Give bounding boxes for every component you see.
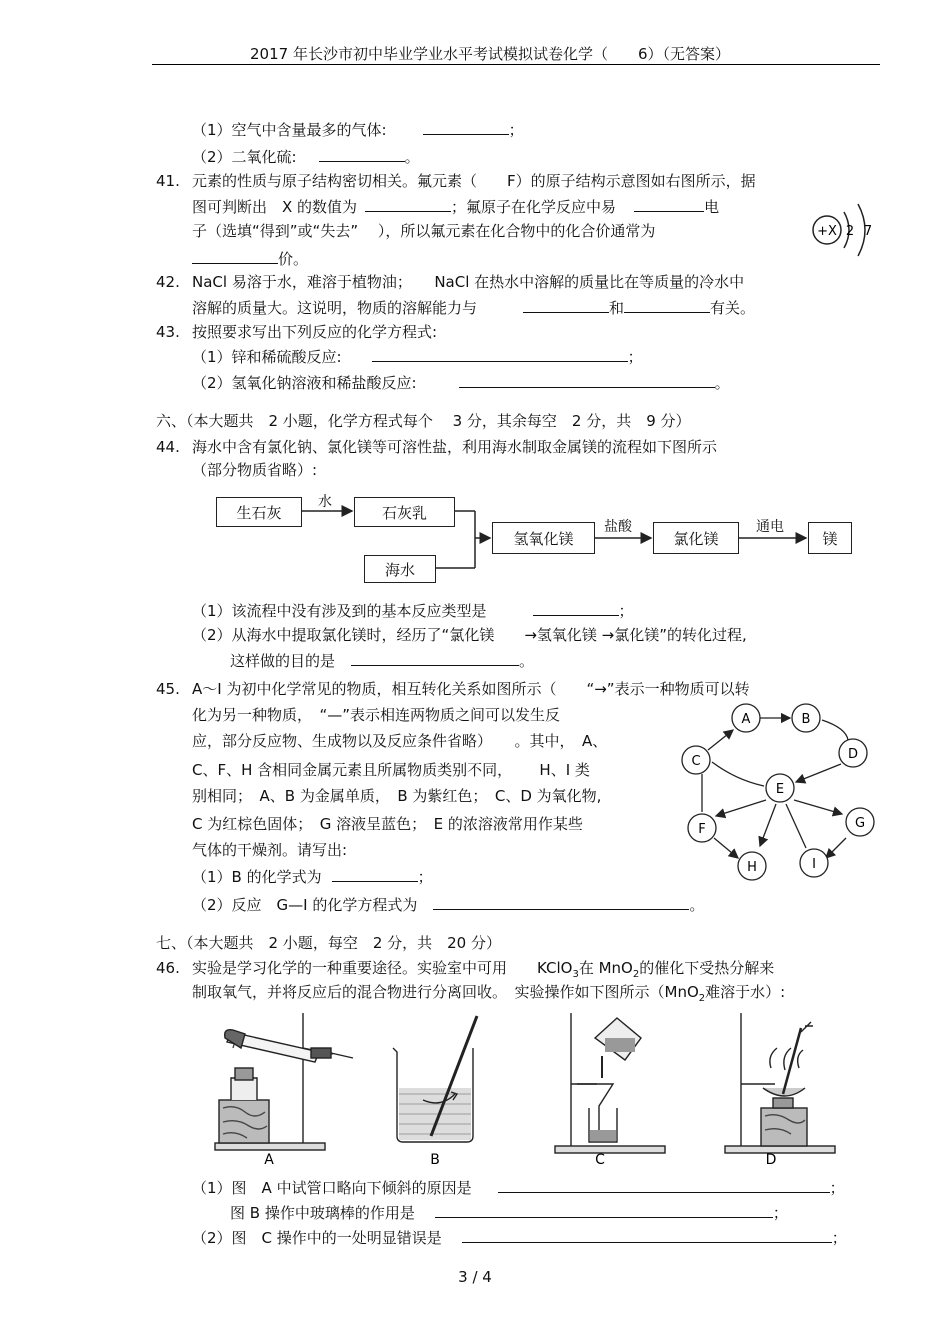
apparatus-c bbox=[555, 1013, 665, 1153]
q45-line7: 气体的干燥剂。请写出: bbox=[192, 841, 348, 859]
node-d bbox=[839, 739, 867, 767]
q45-line6: C 为红棕色固体； G 溶液呈蓝色； E 的浓溶液常用作某些 bbox=[192, 815, 583, 833]
apparatus-d bbox=[725, 1013, 835, 1153]
node-b bbox=[792, 704, 820, 732]
q46-item1: （1）图 A 中试管口略向下倾斜的原因是 ； bbox=[192, 1176, 845, 1198]
answer-blank[interactable] bbox=[523, 296, 609, 313]
flow-box-limemilk: 石灰乳 bbox=[354, 497, 455, 527]
flow-box-magnesium-chloride: 氯化镁 bbox=[653, 522, 739, 554]
q46-item2: （2）图 C 操作中的一处明显错误是 ； bbox=[192, 1226, 847, 1248]
svg-text:F: F bbox=[698, 822, 706, 837]
q41-line1: 41. 元素的性质与原子结构密切相关。氟元素（ F）的原子结构示意图如右图所示，据 bbox=[156, 172, 756, 190]
q44-line1: 44. 海水中含有氯化钠、氯化镁等可溶性盐，利用海水制取金属镁的流程如下图所示 bbox=[156, 438, 718, 456]
svg-text:B: B bbox=[801, 712, 811, 727]
figure-label-c: C bbox=[595, 1152, 605, 1168]
q43-item2: （2）氢氧化钠溶液和稀盐酸反应: 。 bbox=[192, 371, 730, 393]
answer-blank[interactable] bbox=[433, 893, 689, 910]
q40-item1: （1）空气中含量最多的气体: ； bbox=[192, 118, 524, 140]
q42-line1: 42. NaCl 易溶于水，难溶于植物油； NaCl 在热水中溶解的质量比在等质量的冷水中 bbox=[156, 273, 745, 291]
node-a bbox=[732, 704, 760, 732]
answer-blank[interactable] bbox=[462, 1226, 832, 1243]
atom-nucleus-label: +X bbox=[817, 224, 837, 239]
q44-item1: （1）该流程中没有涉及到的基本反应类型是 ； bbox=[192, 599, 634, 621]
node-i bbox=[800, 849, 828, 877]
q45-line1: 45. A～I 为初中化学常见的物质，相互转化关系如图所示（ “→”表示一种物质可以转 bbox=[156, 680, 750, 698]
figure-label-b: B bbox=[430, 1152, 440, 1168]
flow-box-magnesium: 镁 bbox=[808, 522, 852, 554]
svg-text:H: H bbox=[747, 860, 757, 875]
atom-shell2-count: 7 bbox=[863, 224, 873, 239]
flow-label-water: 水 bbox=[318, 494, 332, 510]
fluorine-atom-diagram bbox=[808, 194, 880, 264]
answer-blank[interactable] bbox=[533, 599, 619, 616]
node-g bbox=[846, 808, 874, 836]
answer-blank[interactable] bbox=[459, 371, 715, 388]
svg-text:A: A bbox=[741, 712, 751, 727]
q45-line3: 应，部分反应物、生成物以及反应条件省略） 。其中， A、 bbox=[192, 732, 608, 750]
section-7-heading: 七、（本大题共 2 小题，每空 2 分，共 20 分） bbox=[156, 934, 501, 952]
q44-line2: （部分物质省略）: bbox=[192, 461, 318, 479]
flow-box-quicklime: 生石灰 bbox=[216, 497, 302, 527]
q43-intro: 43. 按照要求写出下列反应的化学方程式: bbox=[156, 323, 438, 341]
answer-blank[interactable] bbox=[319, 145, 405, 162]
svg-text:C: C bbox=[691, 754, 701, 769]
flow-box-seawater: 海水 bbox=[364, 555, 436, 583]
answer-blank[interactable] bbox=[498, 1176, 830, 1193]
flow-box-magnesium-hydroxide: 氢氧化镁 bbox=[492, 522, 595, 554]
answer-blank[interactable] bbox=[624, 296, 710, 313]
q41-line2: 图可判断出 X 的数值为 ；氟原子在化学反应中易 电 bbox=[192, 195, 719, 217]
svg-text:D: D bbox=[847, 747, 859, 762]
answer-blank[interactable] bbox=[634, 195, 704, 212]
q41-line3: 子（选填“得到”或“失去” ），所以氟元素在化合物中的化合价通常为 bbox=[192, 222, 656, 240]
atom-shell1-count: 2 bbox=[845, 224, 855, 239]
page-number: 3 / 4 bbox=[458, 1268, 492, 1286]
q46-item1b: 图 B 操作中玻璃棒的作用是 ； bbox=[230, 1201, 788, 1223]
answer-blank[interactable] bbox=[423, 118, 509, 135]
q45-line2: 化为另一种物质， “—”表示相连两物质之间可以发生反 bbox=[192, 706, 561, 724]
apparatus-b bbox=[393, 1016, 477, 1142]
q45-item2: （2）反应 G—I 的化学方程式为 。 bbox=[192, 893, 704, 915]
node-h bbox=[738, 852, 766, 880]
header-rule bbox=[152, 64, 880, 65]
flow-label-electrolysis: 通电 bbox=[756, 519, 784, 535]
substance-relation-diagram bbox=[676, 700, 881, 885]
q44-item2: （2）从海水中提取氯化镁时，经历了“氯化镁 →氢氧化镁 →氯化镁”的转化过程, bbox=[192, 626, 747, 644]
flow-label-hcl: 盐酸 bbox=[604, 519, 632, 535]
figure-label-d: D bbox=[765, 1152, 777, 1168]
section-6-heading: 六、（本大题共 2 小题，化学方程式每个 3 分，其余每空 2 分，共 9 分） bbox=[156, 412, 691, 430]
page-header: 2017 年长沙市初中毕业学业水平考试模拟试卷化学（ 6）（无答案） bbox=[250, 45, 730, 63]
q45-line5: 别相同； A、B 为金属单质， B 为紫红色； C、D 为氧化物, bbox=[192, 787, 602, 805]
apparatus-a bbox=[215, 1013, 353, 1150]
q45-item1: （1）B 的化学式为 ； bbox=[192, 865, 433, 887]
answer-blank[interactable] bbox=[435, 1201, 773, 1218]
answer-blank[interactable] bbox=[365, 195, 451, 212]
node-f bbox=[688, 814, 716, 842]
q46-line1: 46. 实验是学习化学的一种重要途径。实验室中可用 KClO$_3$在 MnO$_2$的催化下受热分解来 bbox=[156, 959, 775, 980]
q41-line4: 价。 bbox=[192, 247, 308, 269]
svg-text:I: I bbox=[812, 857, 816, 872]
lab-apparatus-figures bbox=[205, 1008, 885, 1168]
q46-line2: 制取氧气，并将反应后的混合物进行分离回收。 实验操作如下图所示（MnO$_2$难溶于水）: bbox=[192, 983, 786, 1004]
answer-blank[interactable] bbox=[332, 865, 418, 882]
figure-label-a: A bbox=[264, 1152, 274, 1168]
svg-text:E: E bbox=[775, 782, 785, 797]
svg-text:G: G bbox=[854, 816, 866, 831]
q44-item2b: 这样做的目的是 。 bbox=[230, 649, 534, 671]
answer-blank[interactable] bbox=[192, 247, 278, 264]
node-e bbox=[766, 774, 794, 802]
node-c bbox=[682, 746, 710, 774]
answer-blank[interactable] bbox=[372, 345, 628, 362]
q42-line2: 溶解的质量大。这说明，物质的溶解能力与 和 有关。 bbox=[192, 296, 755, 318]
q43-item1: （1）锌和稀硫酸反应: ； bbox=[192, 345, 643, 367]
q40-item2: （2）二氧化硫: 。 bbox=[192, 145, 420, 167]
answer-blank[interactable] bbox=[351, 649, 519, 666]
q45-line4: C、F、H 含相同金属元素且所属物质类别不同， H、I 类 bbox=[192, 761, 590, 779]
